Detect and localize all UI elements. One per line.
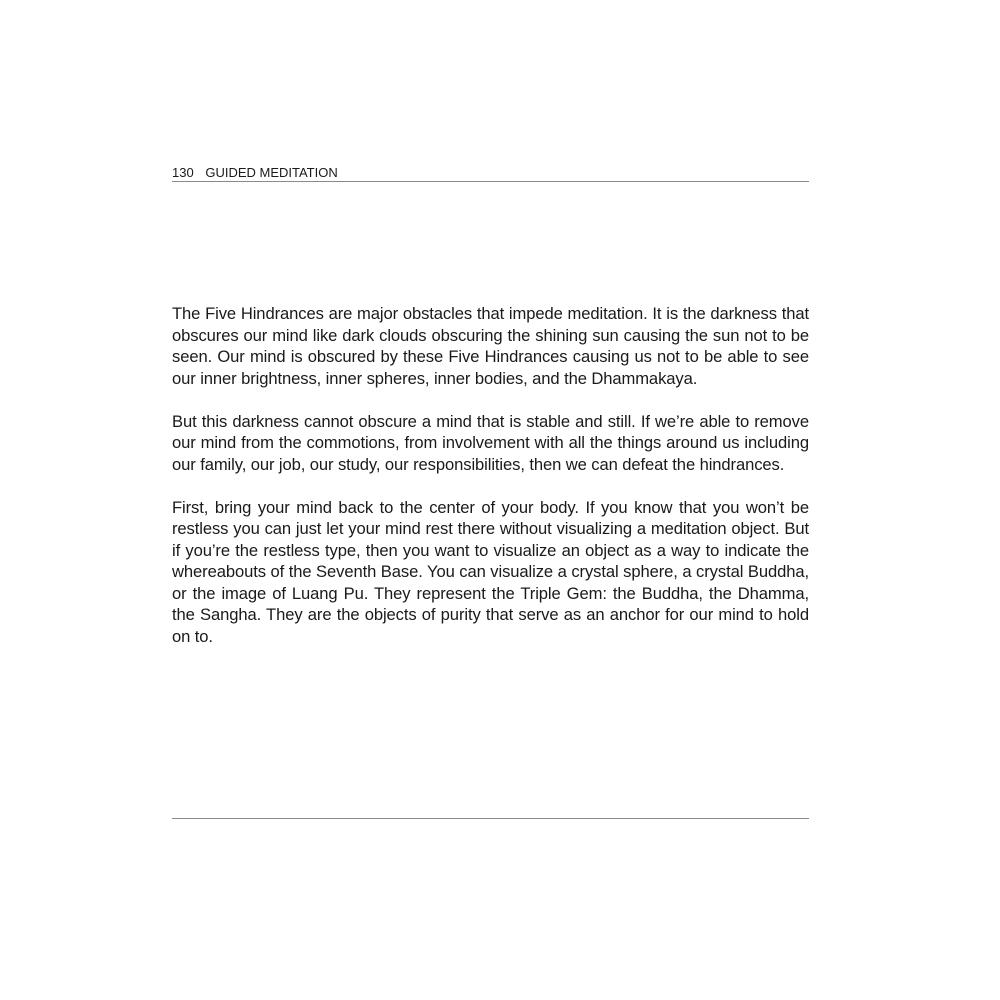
paragraph: First, bring your mind back to the center of your body. If you know that you won’t be restless you can just let your mind rest there without visualizing a meditation object. But if you’re the restless type, then you want to visualize an object as a way to indicate the whereabouts of the Seventh Base. You can visualize a crystal sphere, a crystal Buddha, or the image of Luang Pu. They represent the Triple Gem: the Buddha, the Dhamma, the Sangha. They are the objects of purity that serve as an anchor for our mind to hold on to. (172, 497, 809, 646)
bottom-rule (172, 818, 809, 819)
paragraph: The Five Hindrances are major obstacles that impede meditation. It is the darkness that obscures our mind like dark clouds obscuring the shining sun causing the sun not to be seen. Our mind is obscured by these Five Hindrances causing us not to be able to see our inner brightness, inner spheres, inner bodies, and the Dhammakaya. (172, 304, 809, 388)
body-text (172, 303, 809, 669)
running-head (172, 165, 809, 182)
page-number: 130 (172, 165, 194, 180)
running-title: GUIDED MEDITATION (205, 165, 338, 180)
paragraph: But this darkness cannot obscure a mind that is stable and still. If we’re able to remove our mind from the commotions, from involvement with all the things around us including our family, our job, our study, our responsibilities, then we can defeat the hindrances. (172, 411, 809, 474)
